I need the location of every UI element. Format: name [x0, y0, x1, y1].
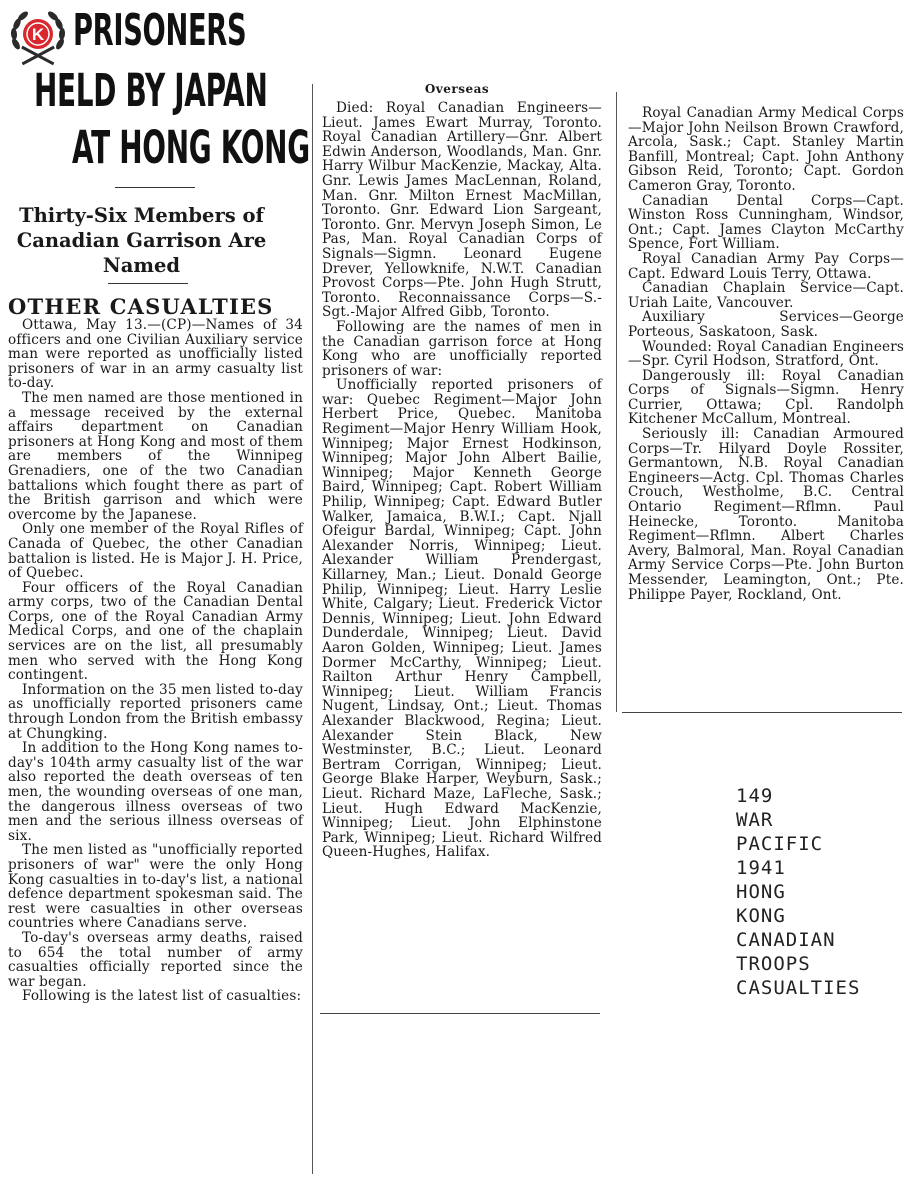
paragraph: Wounded: Royal Canadian Engineers—Spr. Cyril Hodson, Stratford, Ont. [628, 338, 904, 370]
paragraph: Seriously ill: Canadian Armoured Corps—Tr. Hilyard Doyle Rossiter, Germantown, N.B. Royal Canadian Engineers—Actg. Cpl. Thomas Charles Crouch, Westholme, B.C. Central Ontario Regiment—Rflmn. Paul Heinecke, Toronto. Manitoba Regiment—Rflmn. Albert Charles Avery, Balmoral, Man. Royal Canadian Army Service Corps—Pte. John Burton Messender, Leamington, Ont.; Pte. Philippe Payer, Rockland, Ont. [628, 426, 904, 603]
svg-text:K: K [31, 25, 45, 44]
column-end-rule-right [622, 712, 902, 713]
article-column-3 [628, 106, 904, 602]
paragraph: Following is the latest list of casualties: [22, 988, 302, 1005]
column-kicker: Overseas [424, 82, 490, 96]
headline-line-1: PRISONERS [73, 5, 247, 56]
stamp-line: CANADIAN [736, 929, 836, 951]
paragraph: Information on the 35 men listed to-day as unofficially reported prisoners came through London from the British embassy at Chungking. [8, 681, 303, 742]
stamp-line: WAR [736, 809, 774, 831]
stamp-line: KONG [736, 905, 786, 927]
paragraph: The men listed as "unofficially reported prisoners of war" were the only Hong Kong casualties in to-day's list, a national defence department spokesman said. The rest were casualties in other overseas countries where Canadians serve. [8, 842, 303, 932]
column-end-rule [320, 1013, 600, 1014]
paragraph: Four officers of the Royal Canadian army corps, two of the Canadian Dental Corps, one of the Royal Canadian Army Medical Corps, and one of the chaplain services are on the list, all presumably men who served with the Hong Kong contingent. [8, 579, 303, 684]
laurel-logo-icon [6, 4, 70, 68]
paragraph: Ottawa, May 13.—(CP)—Names of 34 officers and one Civilian Auxiliary service man were reported as unofficially listed prisoners of war in an army casualty list to-day. [8, 317, 303, 392]
stamp-line: CASUALTIES [736, 977, 861, 999]
paragraph: Royal Canadian Army Medical Corps—Major John Neilson Brown Crawford, Arcola, Sask.; Capt. Stanley Martin Banfill, Montreal; Capt. John Anthony Gibson Reid, Toronto; Capt. Gordon Cameron Gray, Toronto. [628, 105, 904, 194]
headline-line-3: AT HONG KONG [72, 121, 310, 174]
paragraph: To-day's overseas army deaths, raised to 654 the total number of army casualties officially reported since the war began. [8, 929, 303, 990]
paragraph: Unofficially reported prisoners of war: Quebec Regiment—Major John Herbert Price, Quebec. Manitoba Regiment—Major Henry William Hook, Winnipeg; Major Ernest Hodkinson, Winnipeg; Major John Albert Bailie, Winnipeg; Major Kenneth George Baird, Winnipeg; Capt. Robert William Philip, Winnipeg; Capt. Edward Butler Walker, Jamaica, B.W.I.; Capt. Njall Ofeigur Bardal, Winnipeg; Capt. John Alexander Norris, Winnipeg; Lieut. Alexander William Prendergast, Killarney, Man.; Lieut. Donald George Philip, Winnipeg; Lieut. Harry Leslie White, Calgary; Lieut. Frederick Victor Dennis, Winnipeg; Lieut. John Edward Dunderdale, Winnipeg; Lieut. David Aaron Golden, Winnipeg; Lieut. James Dormer McCarthy, Winnipeg; Lieut. Railton Arthur Henry Campbell, Winnipeg; Lieut. William Francis Nugent, Lindsay, Ont.; Lieut. Thomas Alexander Blackwood, Regina; Lieut. Alexander Stein Black, New Westminster, B.C.; Lieut. Leonard Bertram Corrigan, Winnipeg; Lieut. George Blake Harper, Weyburn, Sask.; Lieut. Richard Maze, LaFleche, Sask.; Lieut. Hugh Edward MacKenzie, Winnipeg; Lieut. John Elphinstone Park, Winnipeg; Lieut. Richard Wilfred Queen-Hughes, Halifax. [322, 377, 602, 861]
stamp-line: HONG [736, 881, 786, 903]
paragraph: Died: Royal Canadian Engineers—Lieut. James Ewart Murray, Toronto. Royal Canadian Artillery—Gnr. Albert Edwin Anderson, Woodlands, Man. Gnr. Harry Wilbur MacKenzie, Mackay, Alta. Gnr. Lewis James MacLennan, Roland, Man. Gnr. Milton Ernest MacMillan, Toronto. Gnr. Edward Lion Sargeant, Toronto. Gnr. Mervyn Joseph Simon, Le Pas, Man. Royal Canadian Corps of Signals—Sigmn. Leonard Eugene Drever, Yellowknife, N.W.T. Canadian Provost Corps—Pte. John Hugh Strutt, Toronto. Reconnaissance Corps—S.-Sgt.-Major Alfred Gibb, Toronto. [322, 100, 602, 321]
column-divider-right [616, 92, 617, 712]
stamp-line: 149 [736, 785, 774, 807]
stamp-line: TROOPS [736, 953, 811, 975]
headline-line-2: HELD BY JAPAN [34, 64, 268, 117]
subheadline: Thirty-Six Members of Canadian Garrison Are Named [16, 204, 267, 277]
headline-divider [115, 187, 195, 188]
archive-stamp [736, 784, 860, 1000]
paragraph: Canadian Chaplain Service—Capt. Uriah Laite, Vancouver. [628, 280, 904, 311]
paragraph: Auxiliary Services—George Porteous, Saskatoon, Sask. [628, 309, 904, 340]
stamp-line: 1941 [736, 857, 786, 879]
paragraph: The men named are those mentioned in a message received by the external affairs department on Canadian prisoners at Hong Kong and most of them are members of the Winnipeg Grenadiers, one of the two Canadian battalions which fought there as part of the British garrison and which were overcome by the Japanese. [8, 389, 304, 523]
column-divider-left [312, 84, 313, 1174]
paragraph: Dangerously ill: Royal Canadian Corps of Signals—Sigmn. Henry Currier, Ottawa; Cpl. Randolph Kitchener McCallum, Montreal. [628, 367, 904, 428]
article-column-1 [8, 318, 303, 1004]
subheadline-divider [108, 283, 188, 284]
stamp-line: PACIFIC [736, 833, 824, 855]
section-heading: OTHER CASUALTIES [8, 294, 274, 319]
paragraph: Following are the names of men in the Canadian garrison force at Hong Kong who are unofficially reported prisoners of war: [322, 318, 602, 379]
paragraph: Royal Canadian Army Pay Corps—Capt. Edward Louis Terry, Ottawa. [628, 250, 904, 282]
paragraph: In addition to the Hong Kong names to-day's 104th army casualty list of the war also reported the death overseas of ten men, the wounding overseas of one man, the dangerous illness overseas of two men and the serious illness overseas of six. [8, 740, 303, 844]
paragraph: Only one member of the Royal Rifles of Canada of Quebec, the other Canadian battalion is listed. He is Major J. H. Price, of Quebec. [8, 521, 303, 582]
paragraph: Canadian Dental Corps—Capt. Winston Ross Cunningham, Windsor, Ont.; Capt. James Clayton McCarthy Spence, Fort William. [628, 192, 904, 253]
article-column-2 [322, 101, 602, 860]
